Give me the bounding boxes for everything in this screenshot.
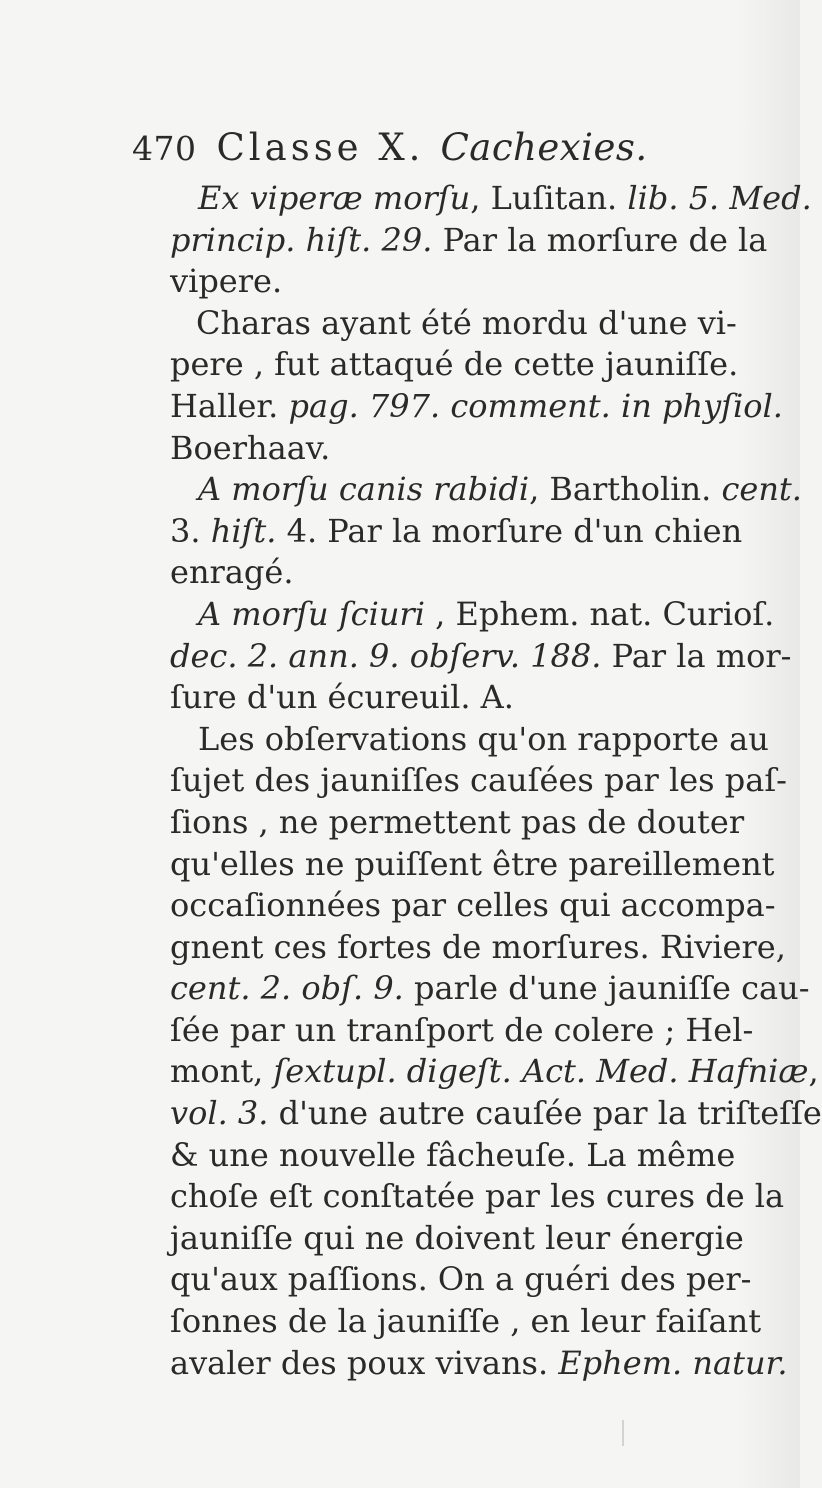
text-line: A morſu ſciuri , Ephem. nat. Curioſ. (198, 594, 775, 633)
text-line: & une nouvelle fâcheuſe. La même (170, 1135, 736, 1174)
text-line: Les obſervations qu'on rapporte au (198, 719, 769, 758)
text-line: Charas ayant été mordu d'une vi- (196, 303, 737, 342)
text-line: 3. hiſt. 4. Par la morſure d'un chien (170, 511, 743, 550)
text-line: Boerhaav. (170, 428, 331, 467)
text-line: qu'elles ne puiſſent être pareillement (170, 844, 775, 883)
text-line: vol. 3. d'une autre cauſée par la triſteſſe (170, 1094, 822, 1133)
text-line: choſe eſt conſtatée par les cures de la (170, 1177, 785, 1216)
text-line: ſonnes de la jauniſſe , en leur faiſant (170, 1302, 762, 1341)
text-line: mont, ſextupl. digeſt. Act. Med. Hafniæ, (170, 1052, 819, 1091)
body-text (170, 178, 822, 1384)
text-line: ſure d'un écureuil. A. (170, 678, 514, 717)
text-line: ſujet des jauniſſes cauſées par les paſ- (170, 761, 787, 800)
text-line: gnent ces fortes de morſures. Riviere, (170, 927, 786, 966)
text-line: Ex viperæ morſu, Luſitan. lib. 5. Med. (198, 179, 812, 217)
text-line: avaler des poux vivans. Ephem. natur. (170, 1343, 788, 1382)
text-line: qu'aux paſſions. On a guéri des per- (170, 1260, 752, 1299)
text-line: princip. hiſt. 29. Par la morſure de la (170, 220, 768, 259)
page-header (132, 126, 648, 169)
text-line: occaſionnées par celles qui accompa- (170, 886, 776, 925)
text-line: jauniſſe qui ne doivent leur énergie (170, 1218, 744, 1257)
text-line: dec. 2. ann. 9. obſerv. 188. Par la mor- (170, 636, 792, 675)
class-label: Classe X. (216, 126, 425, 169)
page-number: 470 (132, 129, 197, 168)
running-title: Cachexies. (440, 126, 648, 169)
text-line: ſée par un tranſport de colere ; Hel- (170, 1010, 754, 1049)
text-line: ſions , ne permettent pas de douter (170, 802, 745, 841)
text-line: Haller. pag. 797. comment. in phyſiol. (170, 386, 783, 425)
text-line: vipere. (170, 262, 283, 301)
text-line: pere , fut attaqué de cette jauniſſe. (170, 345, 739, 384)
text-line: A morſu canis rabidi, Bartholin. cent. (198, 470, 802, 509)
text-line: enragé. (170, 553, 294, 592)
text-line: cent. 2. obſ. 9. parle d'une jauniſſe cau- (170, 969, 810, 1008)
ink-mark (622, 1420, 624, 1446)
